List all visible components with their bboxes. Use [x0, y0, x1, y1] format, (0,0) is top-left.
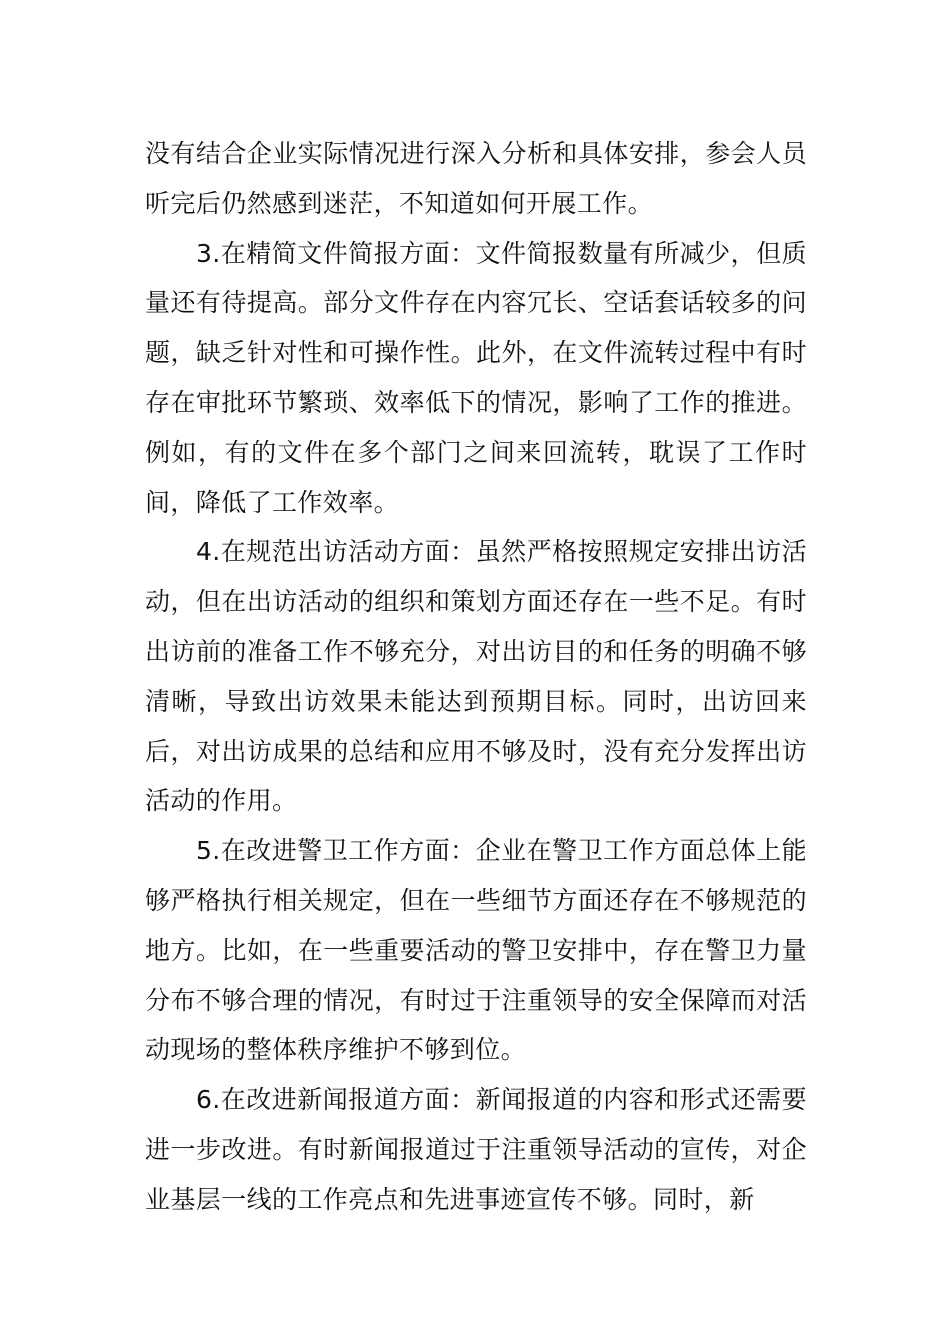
document-body — [145, 129, 807, 1225]
paragraph-item-4: 4.在规范出访活动方面：虽然严格按照规定安排出访活动，但在出访活动的组织和策划方面还存在一些不足。有时出访前的准备工作不够充分，对出访目的和任务的明确不够清晰，导致出访效果未能达到预期目标。同时，出访回来后，对出访成果的总结和应用不够及时，没有充分发挥出访活动的作用。 — [145, 537, 807, 816]
paragraph-item-6: 6.在改进新闻报道方面：新闻报道的内容和形式还需要进一步改进。有时新闻报道过于注重领导活动的宣传，对企业基层一线的工作亮点和先进事迹宣传不够。同时，新 — [145, 1085, 807, 1214]
paragraph-continuation: 没有结合企业实际情况进行深入分析和具体安排，参会人员听完后仍然感到迷茫，不知道如何开展工作。 — [145, 139, 807, 218]
paragraph-item-5: 5.在改进警卫工作方面：企业在警卫工作方面总体上能够严格执行相关规定，但在一些细节方面还存在不够规范的地方。比如，在一些重要活动的警卫安排中，存在警卫力量分布不够合理的情况，有时过于注重领导的安全保障而对活动现场的整体秩序维护不够到位。 — [145, 836, 807, 1065]
paragraph-item-3: 3.在精简文件简报方面：文件简报数量有所减少，但质量还有待提高。部分文件存在内容冗长、空话套话较多的问题，缺乏针对性和可操作性。此外，在文件流转过程中有时存在审批环节繁琐、效率低下的情况，影响了工作的推进。例如，有的文件在多个部门之间来回流转，耽误了工作时间，降低了工作效率。 — [145, 238, 807, 517]
